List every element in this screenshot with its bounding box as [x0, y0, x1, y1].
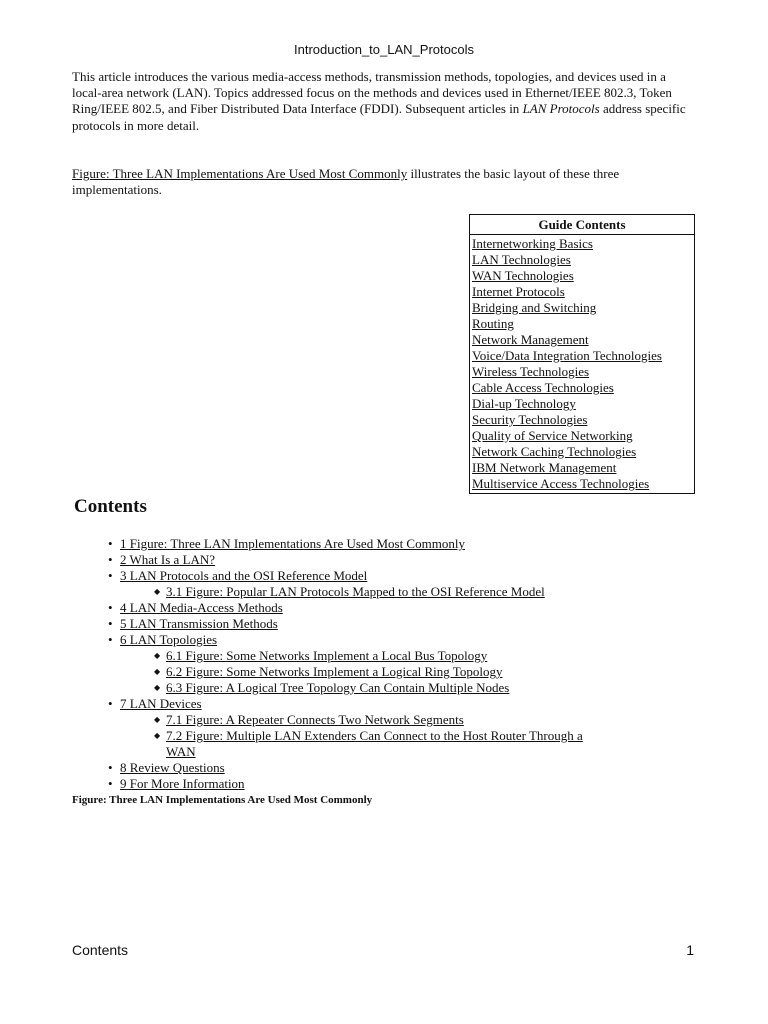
guide-item-dial-up — [472, 396, 694, 412]
guide-link-network-caching[interactable]: Network Caching Technologies — [472, 444, 637, 459]
toc-link-7-2[interactable]: 7.2 Figure: Multiple LAN Extenders Can Connect to the Host Router Through a WAN — [166, 728, 583, 759]
guide-contents-box — [469, 214, 695, 494]
footer-page-number: 1 — [686, 942, 694, 958]
guide-item-cable-access — [472, 380, 694, 396]
guide-link-internetworking-basics[interactable]: Internetworking Basics — [472, 236, 593, 251]
guide-item-multiservice-access — [472, 476, 694, 492]
toc-link-5[interactable]: 5 LAN Transmission Methods — [120, 616, 278, 631]
guide-item-routing — [472, 316, 694, 332]
toc-link-6[interactable]: 6 LAN Topologies — [120, 632, 218, 647]
toc-item — [108, 600, 588, 616]
toc-link-1[interactable]: 1 Figure: Three LAN Implementations Are Used Most Commonly — [120, 536, 465, 551]
intro-paragraph — [72, 69, 692, 134]
guide-link-routing[interactable]: Routing — [472, 316, 514, 331]
toc-link-4[interactable]: 4 LAN Media-Access Methods — [120, 600, 283, 615]
figure-reference-link[interactable]: Figure: Three LAN Implementations Are Used Most Commonly — [72, 166, 408, 181]
figure-caption: Figure: Three LAN Implementations Are Used Most Commonly — [72, 794, 373, 806]
guide-item-wan-technologies — [472, 268, 694, 284]
guide-link-cable-access[interactable]: Cable Access Technologies — [472, 380, 614, 395]
guide-item-internetworking-basics — [472, 236, 694, 252]
toc-subitem — [108, 728, 588, 760]
toc-item — [108, 776, 588, 792]
guide-item-network-caching — [472, 444, 694, 460]
toc-subitem — [108, 712, 588, 728]
toc-link-7[interactable]: 7 LAN Devices — [120, 696, 202, 711]
guide-link-internet-protocols[interactable]: Internet Protocols — [472, 284, 565, 299]
guide-link-network-management[interactable]: Network Management — [472, 332, 589, 347]
guide-link-security[interactable]: Security Technologies — [472, 412, 588, 427]
toc-item — [108, 536, 588, 552]
guide-link-multiservice-access[interactable]: Multiservice Access Technologies — [472, 476, 650, 491]
guide-item-lan-technologies — [472, 252, 694, 268]
toc-item — [108, 696, 588, 712]
guide-item-bridging-switching — [472, 300, 694, 316]
toc-item — [108, 760, 588, 776]
guide-item-internet-protocols — [472, 284, 694, 300]
toc-link-2[interactable]: 2 What Is a LAN? — [120, 552, 216, 567]
toc-link-9[interactable]: 9 For More Information — [120, 776, 245, 791]
guide-link-wan-technologies[interactable]: WAN Technologies — [472, 268, 574, 283]
toc-subitem — [108, 648, 588, 664]
guide-link-dial-up[interactable]: Dial-up Technology — [472, 396, 576, 411]
toc-link-8[interactable]: 8 Review Questions — [120, 760, 225, 775]
guide-link-qos[interactable]: Quality of Service Networking — [472, 428, 633, 443]
toc-link-6-3[interactable]: 6.3 Figure: A Logical Tree Topology Can Contain Multiple Nodes — [166, 680, 510, 695]
guide-item-network-management — [472, 332, 694, 348]
toc-subitem — [108, 664, 588, 680]
guide-item-ibm-network-management — [472, 460, 694, 476]
toc-subitem — [108, 584, 588, 600]
toc-item — [108, 616, 588, 632]
guide-link-voice-data[interactable]: Voice/Data Integration Technologies — [472, 348, 662, 363]
guide-link-wireless[interactable]: Wireless Technologies — [472, 364, 590, 379]
intro-text-end: address specific protocols in more detail. — [72, 101, 686, 133]
toc-item — [108, 568, 588, 584]
guide-item-security — [472, 412, 694, 428]
toc-item — [108, 552, 588, 568]
page-header-title: Introduction_to_LAN_Protocols — [294, 42, 474, 57]
guide-item-voice-data — [472, 348, 694, 364]
intro-italic-lan-protocols: LAN Protocols — [522, 101, 600, 117]
toc-link-6-1[interactable]: 6.1 Figure: Some Networks Implement a Local Bus Topology — [166, 648, 488, 663]
toc-link-6-2[interactable]: 6.2 Figure: Some Networks Implement a Logical Ring Topology — [166, 664, 503, 679]
guide-link-ibm-network-management[interactable]: IBM Network Management — [472, 460, 617, 475]
guide-contents-title: Guide Contents — [470, 215, 694, 235]
toc-link-7-1[interactable]: 7.1 Figure: A Repeater Connects Two Network Segments — [166, 712, 464, 727]
contents-heading: Contents — [74, 496, 147, 517]
footer-section-label: Contents — [72, 942, 129, 958]
toc-link-3-1[interactable]: 3.1 Figure: Popular LAN Protocols Mapped to the OSI Reference Model — [166, 584, 545, 599]
table-of-contents — [108, 536, 588, 792]
guide-item-qos — [472, 428, 694, 444]
guide-contents-list — [470, 235, 694, 492]
guide-link-lan-technologies[interactable]: LAN Technologies — [472, 252, 571, 267]
toc-item — [108, 632, 588, 648]
figure-reference-text: illustrates the basic layout of these three implementations. — [72, 166, 620, 198]
figure-reference-paragraph — [72, 166, 692, 198]
toc-subitem — [108, 680, 588, 696]
intro-text-start: This article introduces the various media-access methods, transmission methods, topologies, and devices used in a local-area network (LAN). Topics addressed focus on the methods and devices used in Ethernet/IEEE 802.3, Token Ring/IEEE 802.5, and Fiber Distributed Data Interface (FDDI). Subsequent articles in — [72, 69, 672, 117]
guide-link-bridging-switching[interactable]: Bridging and Switching — [472, 300, 597, 315]
guide-item-wireless — [472, 364, 694, 380]
toc-link-3[interactable]: 3 LAN Protocols and the OSI Reference Model — [120, 568, 368, 583]
